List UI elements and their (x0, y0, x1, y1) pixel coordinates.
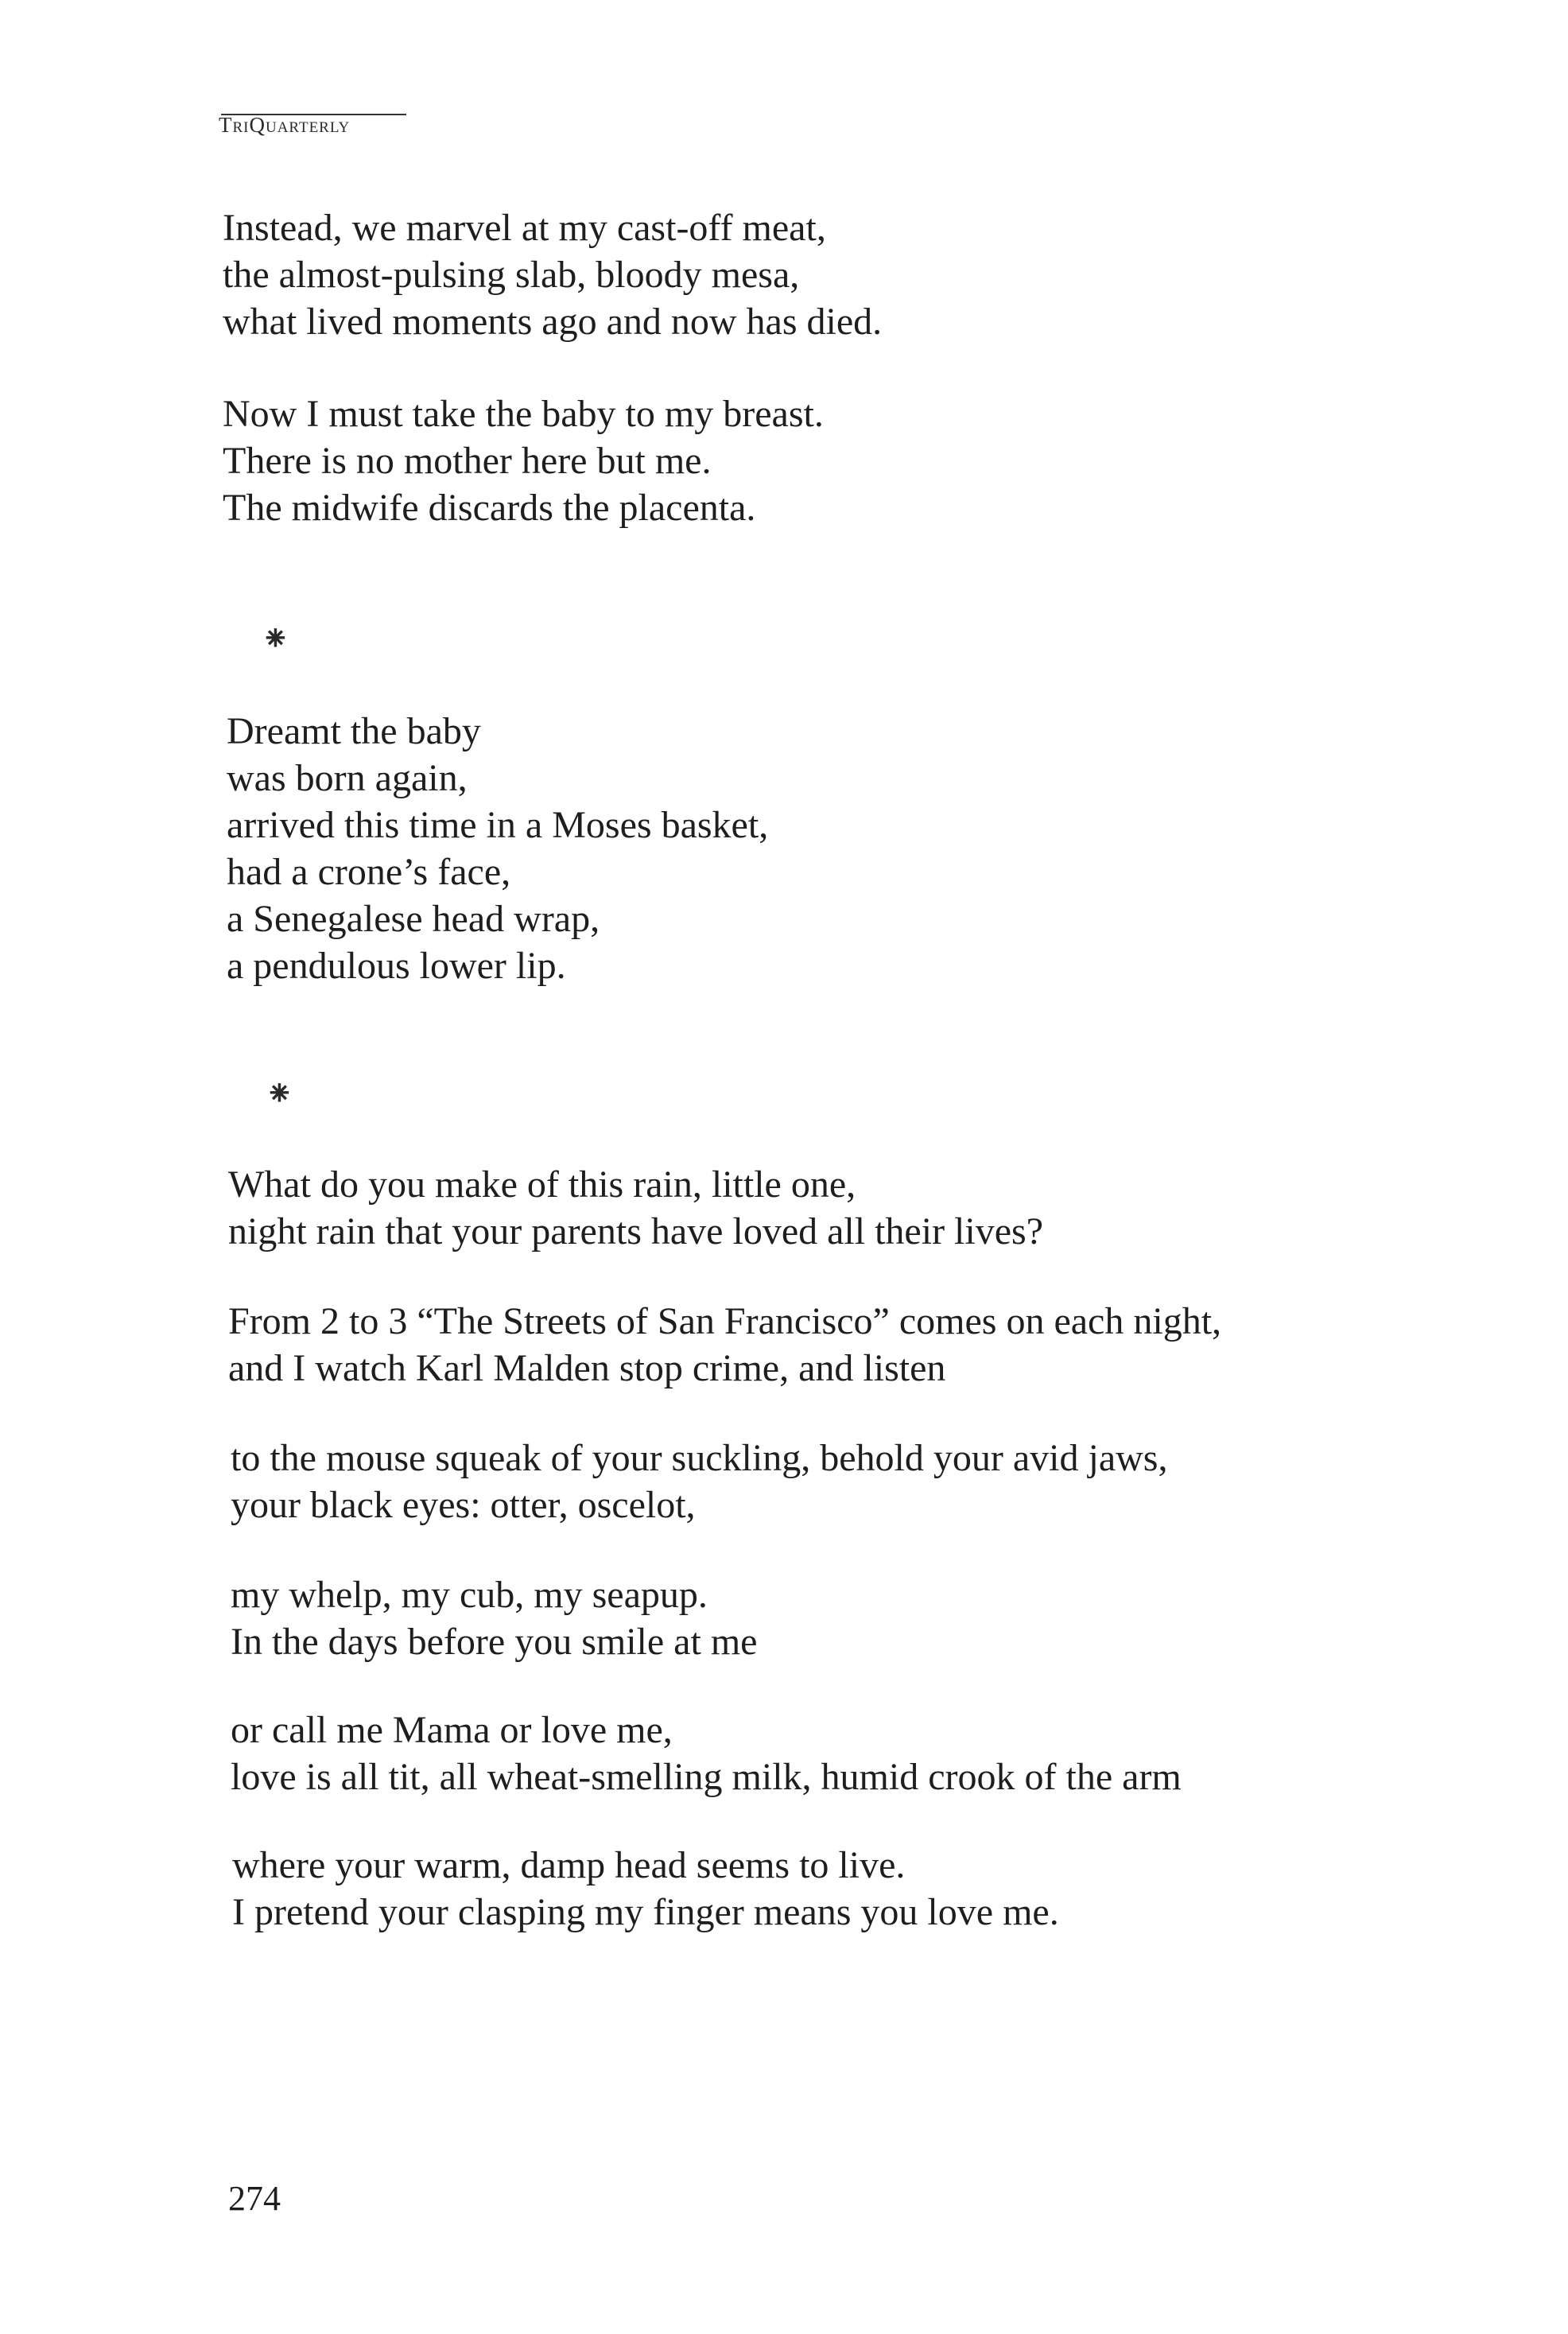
poem-line: to the mouse squeak of your suckling, behold your avid jaws, (231, 1437, 1168, 1479)
poem-line: was born again, (227, 757, 468, 799)
stanza (227, 708, 768, 989)
stanza (231, 1571, 757, 1665)
running-title: TriQuarterly (219, 113, 351, 137)
poem-line: or call me Mama or love me, (231, 1709, 673, 1751)
running-header (219, 113, 350, 138)
poem-line: love is all tit, all wheat-smelling milk, humid crook of the arm (231, 1756, 1182, 1798)
poem-line: Dreamt the baby (227, 710, 481, 752)
poem-line: Now I must take the baby to my breast. (223, 393, 824, 435)
poem-line: The midwife discards the placenta. (223, 487, 756, 529)
stanza (231, 1707, 1182, 1800)
poem-line: and I watch Karl Malden stop crime, and listen (228, 1347, 946, 1389)
section-divider: ⁕ (261, 619, 290, 659)
stanza (223, 204, 882, 345)
poem-line: There is no mother here but me. (223, 440, 712, 482)
poem-line: what lived moments ago and now has died. (223, 301, 883, 343)
poem-line: I pretend your clasping my finger means you love me. (232, 1891, 1059, 1933)
poem-line: where your warm, damp head seems to live. (232, 1844, 906, 1886)
page-number: 274 (228, 2179, 281, 2218)
poem-line: my whelp, my cub, my seapup. (231, 1574, 708, 1616)
stanza (231, 1435, 1167, 1528)
stanza (223, 390, 824, 531)
poem-line: Instead, we marvel at my cast-off meat, (223, 207, 826, 249)
poem-line: night rain that your parents have loved all their lives? (228, 1210, 1044, 1252)
poem-line: From 2 to 3 “The Streets of San Francisco” comes on each night, (228, 1300, 1222, 1342)
stanza (228, 1161, 1043, 1255)
poem-line: your black eyes: otter, oscelot, (231, 1484, 696, 1526)
stanza (228, 1298, 1221, 1392)
stanza (232, 1842, 1059, 1936)
section-divider: ⁕ (265, 1074, 294, 1114)
poem-line: What do you make of this rain, little one, (228, 1163, 856, 1206)
poem-line: had a crone’s face, (227, 851, 511, 893)
poem-line: In the days before you smile at me (231, 1621, 758, 1663)
poem-line: a Senegalese head wrap, (227, 898, 600, 940)
poem-line: a pendulous lower lip. (227, 945, 566, 987)
poem-line: the almost-pulsing slab, bloody mesa, (223, 254, 800, 296)
poem-line: arrived this time in a Moses basket, (227, 804, 769, 846)
